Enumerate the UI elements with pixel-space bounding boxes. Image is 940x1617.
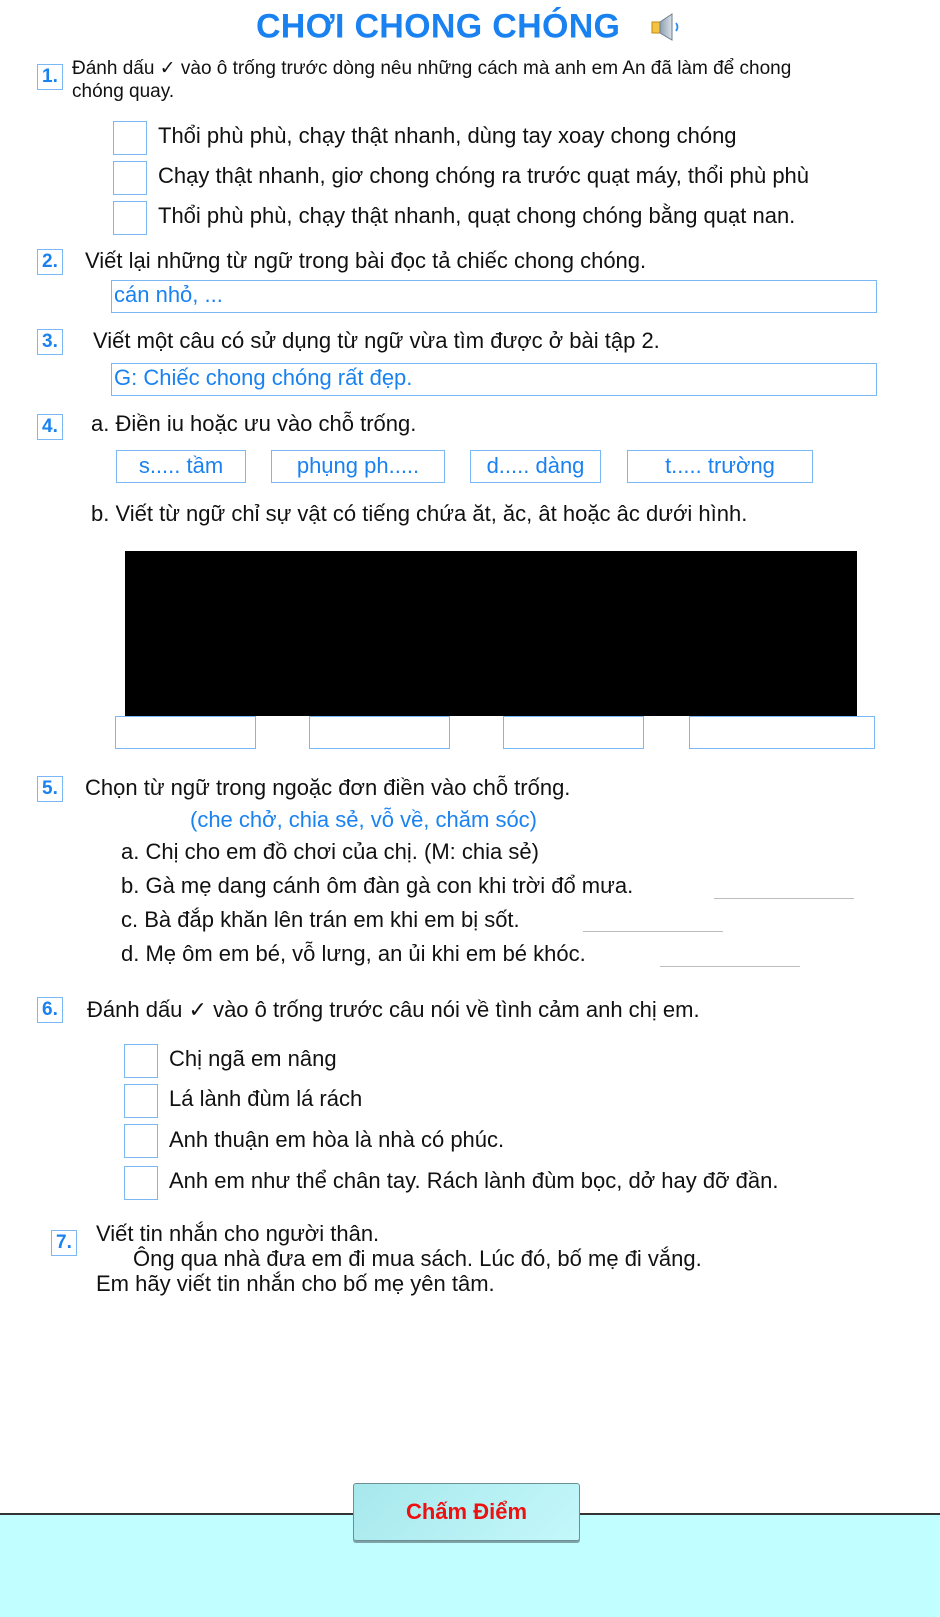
q3-answer-input[interactable]: G: Chiếc chong chóng rất đẹp. xyxy=(111,363,877,396)
q4-answer-box-4[interactable] xyxy=(689,716,875,749)
question-number-6: 6. xyxy=(37,997,63,1023)
q1-prompt-line2: chóng quay. xyxy=(72,81,175,102)
q4-word-box-4[interactable]: t..... trường xyxy=(627,450,813,483)
q6-checkbox-3[interactable] xyxy=(124,1124,158,1158)
q4-answer-box-2[interactable] xyxy=(309,716,450,749)
page-title xyxy=(0,6,940,47)
q5-blank-d[interactable] xyxy=(660,966,800,967)
question-number-4: 4. xyxy=(37,414,63,440)
q6-checkbox-1[interactable] xyxy=(124,1044,158,1078)
q6-prompt: Đánh dấu ✓ vào ô trống trước câu nói về tình cảm anh chị em. xyxy=(87,997,700,1022)
q5-item-b: b. Gà mẹ dang cánh ôm đàn gà con khi trời đổ mưa. xyxy=(121,873,634,898)
q6-checkbox-4[interactable] xyxy=(124,1166,158,1200)
q1-prompt-line1: Đánh dấu ✓ vào ô trống trước dòng nêu những cách mà anh em An đã làm để chong xyxy=(72,58,792,79)
q3-prompt: Viết một câu có sử dụng từ ngữ vừa tìm được ở bài tập 2. xyxy=(93,328,660,353)
q7-prompt: Viết tin nhắn cho người thân. xyxy=(96,1221,380,1246)
q1-checkbox-1[interactable] xyxy=(113,121,147,155)
q6-option-3: Anh thuận em hòa là nhà có phúc. xyxy=(169,1127,505,1152)
question-number-3: 3. xyxy=(37,329,63,355)
q1-option-3: Thổi phù phù, chạy thật nhanh, quạt chong chóng bằng quạt nan. xyxy=(158,203,796,228)
question-number-5: 5. xyxy=(37,776,63,802)
q4-answer-box-1[interactable] xyxy=(115,716,256,749)
speaker-icon[interactable] xyxy=(650,12,684,42)
question-number-7: 7. xyxy=(51,1230,77,1256)
q5-word-bank: (che chở, chia sẻ, vỗ về, chăm sóc) xyxy=(190,807,538,832)
q2-answer-input[interactable]: cán nhỏ, ... xyxy=(111,280,877,313)
q4-answer-box-3[interactable] xyxy=(503,716,644,749)
q4-word-box-2[interactable]: phụng ph..... xyxy=(271,450,445,483)
q6-checkbox-2[interactable] xyxy=(124,1084,158,1118)
q6-option-2: Lá lành đùm lá rách xyxy=(169,1086,363,1111)
q5-item-d: d. Mẹ ôm em bé, vỗ lưng, an ủi khi em bé khóc. xyxy=(121,941,586,966)
question-number-1: 1. xyxy=(37,64,63,90)
q4-word-box-1[interactable]: s..... tầm xyxy=(116,450,246,483)
q4-word-box-3[interactable]: d..... dàng xyxy=(470,450,601,483)
q4-part-b: b. Viết từ ngữ chỉ sự vật có tiếng chứa ăt, ăc, ât hoặc âc dưới hình. xyxy=(91,501,748,526)
q5-item-a: a. Chị cho em đồ chơi của chị. (M: chia sẻ) xyxy=(121,839,539,864)
score-button[interactable]: Chấm Điểm xyxy=(353,1483,580,1541)
q1-option-2: Chạy thật nhanh, giơ chong chóng ra trước quạt máy, thổi phù phù xyxy=(158,163,810,188)
q1-checkbox-3[interactable] xyxy=(113,201,147,235)
q4-pictures-image xyxy=(125,551,857,716)
q4-part-a: a. Điền iu hoặc ưu vào chỗ trống. xyxy=(91,411,417,436)
q5-blank-b[interactable] xyxy=(714,898,854,899)
q2-prompt: Viết lại những từ ngữ trong bài đọc tả chiếc chong chóng. xyxy=(85,248,647,273)
title-text: CHƠI CHONG CHÓNG xyxy=(255,7,621,46)
q7-line3: Em hãy viết tin nhắn cho bố mẹ yên tâm. xyxy=(96,1271,495,1296)
q7-line2: Ông qua nhà đưa em đi mua sách. Lúc đó, bố mẹ đi vắng. xyxy=(133,1246,702,1271)
q1-checkbox-2[interactable] xyxy=(113,161,147,195)
q6-option-4: Anh em như thể chân tay. Rách lành đùm bọc, dở hay đỡ đần. xyxy=(169,1168,779,1193)
q5-blank-c[interactable] xyxy=(583,931,723,932)
q5-item-c: c. Bà đắp khăn lên trán em khi em bị sốt. xyxy=(121,907,520,932)
q1-option-1: Thổi phù phù, chạy thật nhanh, dùng tay xoay chong chóng xyxy=(158,123,737,148)
q6-option-1: Chị ngã em nâng xyxy=(169,1046,337,1071)
q5-prompt: Chọn từ ngữ trong ngoặc đơn điền vào chỗ trống. xyxy=(85,775,571,800)
question-number-2: 2. xyxy=(37,249,63,275)
